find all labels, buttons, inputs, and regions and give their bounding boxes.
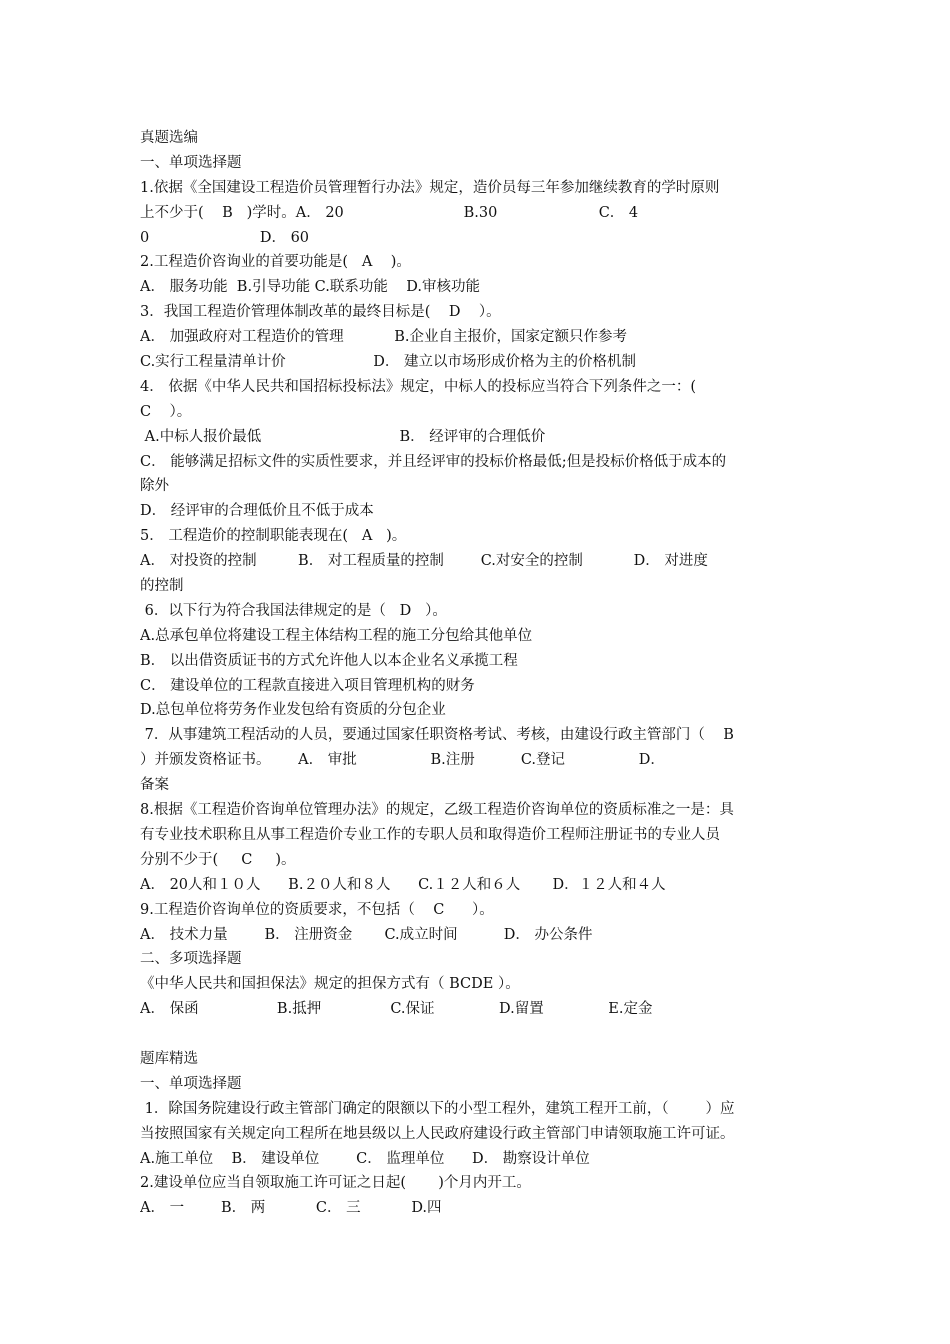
text-line: 上不少于( B )学时。A． 20 B.30 C． 4 <box>140 204 639 221</box>
section-title: 真题选编 <box>140 130 198 146</box>
text-line: 2.建设单位应当自领取施工许可证之日起( )个月内开工。 <box>140 1175 531 1192</box>
document-page <box>140 126 820 1221</box>
text-line: 有专业技术职称且从事工程造价专业工作的专职人员和取得造价工程师注册证书的专业人员 <box>140 826 720 843</box>
text-line: A． 对投资的控制 B． 对工程质量的控制 C.对安全的控制 D． 对进度 <box>140 553 708 570</box>
text-line: 7．从事建筑工程活动的人员，要通过国家任职资格考试、考核，由建设行政主管部门（ B <box>140 727 734 744</box>
text-line: A． 技术力量 B． 注册资金 C.成立时间 D． 办公条件 <box>140 926 593 943</box>
text-line: 分别不少于( C )。 <box>140 851 296 868</box>
text-line: 9.工程造价咨询单位的资质要求，不包括（ C ）。 <box>140 901 494 918</box>
text-line: ）并颁发资格证书。 A． 审批 B.注册 C.登记 D． <box>140 752 665 769</box>
text-line: C． 能够满足招标文件的实质性要求，并且经评审的投标价格最低;但是投标价格低于成本的 <box>140 453 727 470</box>
text-line: A． 20人和１０人 B.２０人和８人 C.１２人和６人 D．１２人和４人 <box>140 876 666 893</box>
text-line: C． 建设单位的工程款直接进入项目管理机构的财务 <box>140 677 475 694</box>
question-block <box>140 1097 820 1221</box>
text-line: 备案 <box>140 777 169 794</box>
text-line: 的控制 <box>140 578 184 595</box>
text-line: A.中标人报价最低 B． 经评审的合理低价 <box>140 428 546 445</box>
text-line: 8.根据《工程造价咨询单位管理办法》的规定，乙级工程造价咨询单位的资质标准之一是：具 <box>140 802 734 819</box>
text-line: 1．除国务院建设行政主管部门确定的限额以下的小型工程外，建筑工程开工前，（ ）应 <box>140 1100 735 1117</box>
text-line: 当按照国家有关规定向工程所在地县级以上人民政府建设行政主管部门申请领取施工许可证。 <box>140 1125 735 1142</box>
text-line: 2.工程造价咨询业的首要功能是( A )。 <box>140 254 411 271</box>
text-line: 除外 <box>140 478 169 495</box>
text-line: 0 D． 60 <box>140 229 310 246</box>
text-line: A． 服务功能 B.引导功能 C.联系功能 D.审核功能 <box>140 279 481 296</box>
text-line: 5． 工程造价的控制职能表现在( A )。 <box>140 528 407 545</box>
text-line: 《中华人民共和国担保法》规定的担保方式有（ BCDE ）。 <box>140 976 520 993</box>
blank-line <box>140 1022 820 1047</box>
text-line: D.总包单位将劳务作业发包给有资质的分包企业 <box>140 702 446 719</box>
text-line: A． 加强政府对工程造价的管理 B.企业自主报价，国家定额只作参考 <box>140 329 628 346</box>
text-line: 3．我国工程造价管理体制改革的最终目标是( D ）。 <box>140 304 501 321</box>
text-line: D． 经评审的合理低价且不低于成本 <box>140 503 374 520</box>
text-line: A.总承包单位将建设工程主体结构工程的施工分包给其他单位 <box>140 627 533 644</box>
section-subtitle: 一、单项选择题 <box>140 1075 242 1092</box>
text-line: C.实行工程量清单计价 D． 建立以市场形成价格为主的价格机制 <box>140 354 636 371</box>
text-line: A． 一 B． 两 C． 三 D.四 <box>140 1200 442 1217</box>
section-subtitle: 一、单项选择题 <box>140 154 242 171</box>
text-line: 二、多项选择题 <box>140 951 242 968</box>
question-block <box>140 176 820 1022</box>
text-line: B． 以出借资质证书的方式允许他人以本企业名义承揽工程 <box>140 652 518 669</box>
text-line: C ）。 <box>140 403 192 420</box>
text-line: A． 保函 B.抵押 C.保证 D.留置 E.定金 <box>140 1001 653 1018</box>
text-line: 4． 依据《中华人民共和国招标投标法》规定，中标人的投标应当符合下列条件之一：( <box>140 378 696 395</box>
text-line: 1.依据《全国建设工程造价员管理暂行办法》规定，造价员每三年参加继续教育的学时原则 <box>140 179 720 196</box>
section-title: 题库精选 <box>140 1050 198 1067</box>
text-line: 6．以下行为符合我国法律规定的是（ D ）。 <box>140 602 447 619</box>
text-line: A.施工单位 B． 建设单位 C． 监理单位 D． 勘察设计单位 <box>140 1150 590 1167</box>
